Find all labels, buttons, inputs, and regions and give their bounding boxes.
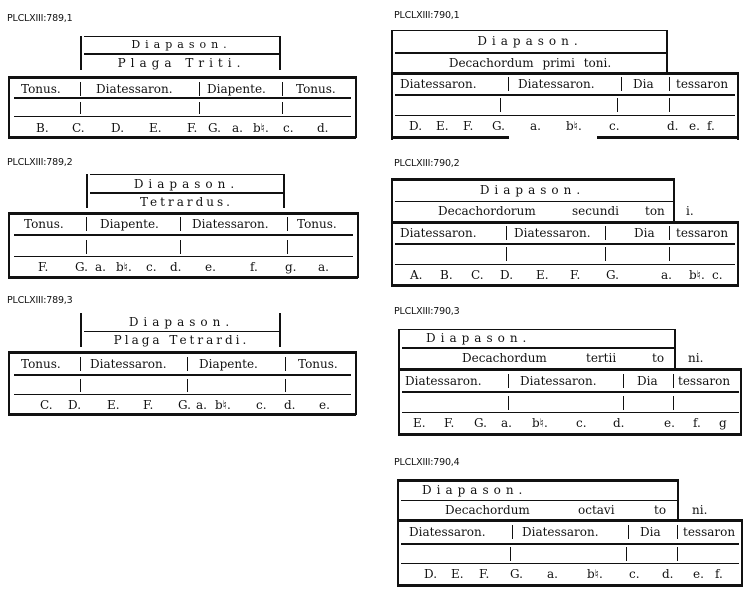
subtitle-tail: i. xyxy=(686,204,694,218)
interval-label: Diatessaron. xyxy=(405,374,482,388)
note: E. xyxy=(149,121,162,135)
interval-label: tessaron xyxy=(676,226,729,240)
rule xyxy=(395,94,735,96)
note: F. xyxy=(187,121,198,135)
divider xyxy=(508,374,509,388)
note: f. xyxy=(693,416,701,430)
note: c. xyxy=(712,268,723,282)
divider xyxy=(605,226,606,240)
frame-line xyxy=(398,329,400,435)
note: b♮. xyxy=(566,119,582,133)
diagram-label: PLCLXIII:790,2 xyxy=(394,158,460,169)
note: b♮. xyxy=(215,398,231,412)
interval-label: Diatessaron. xyxy=(522,525,599,539)
note: G. xyxy=(75,260,88,274)
note: E. xyxy=(451,567,464,581)
divider xyxy=(86,240,87,254)
rule xyxy=(14,374,351,376)
note: g. xyxy=(285,260,297,274)
note: e. xyxy=(689,119,700,133)
subtitle: Tetrardus. xyxy=(139,195,233,209)
rule xyxy=(391,221,739,224)
rule xyxy=(397,479,678,482)
note: b♮. xyxy=(689,268,705,282)
interval-label: Diatessaron. xyxy=(90,357,167,371)
rule xyxy=(8,212,358,215)
frame-line xyxy=(737,221,739,286)
diapason-title: Diapason. xyxy=(477,34,583,48)
divider xyxy=(673,374,674,388)
rule xyxy=(391,178,674,181)
rule xyxy=(395,115,735,116)
note: f. xyxy=(250,260,258,274)
interval-label: tessaron xyxy=(678,374,731,388)
diagram-label: PLCLXIII:790,4 xyxy=(394,457,460,468)
divider xyxy=(287,240,288,254)
note: c. xyxy=(576,416,587,430)
diapason-title: Diapason. xyxy=(422,483,528,497)
note: D. xyxy=(111,121,125,135)
divider xyxy=(623,374,624,388)
divider xyxy=(187,357,188,371)
divider xyxy=(180,240,181,254)
note: c. xyxy=(256,398,267,412)
divider xyxy=(187,379,188,392)
rule xyxy=(398,368,742,371)
diapason-title: Diapason. xyxy=(133,177,240,191)
divider xyxy=(673,396,674,410)
frame-line xyxy=(8,212,10,278)
divider xyxy=(669,98,670,112)
subtitle-part: Decachordum xyxy=(462,351,547,365)
interval-label: Tonus. xyxy=(296,82,336,96)
divider xyxy=(80,379,81,392)
diagram-label: PLCLXIII:790,3 xyxy=(394,306,460,317)
subtitle: Plaga Triti. xyxy=(117,56,246,70)
interval-label: Tonus. xyxy=(24,217,64,231)
divider xyxy=(510,547,511,561)
subtitle-part: Decachordorum xyxy=(438,204,536,218)
rule xyxy=(14,394,351,395)
rule xyxy=(398,329,674,330)
interval-label: Diatessaron. xyxy=(400,226,477,240)
note: a. xyxy=(501,416,512,430)
interval-label: Diatessaron. xyxy=(192,217,269,231)
note: d. xyxy=(667,119,679,133)
rule xyxy=(397,584,743,587)
interval-label: Dia xyxy=(633,77,654,91)
note: e. xyxy=(693,567,704,581)
note: d. xyxy=(317,121,329,135)
rule xyxy=(402,391,739,393)
frame-line xyxy=(355,76,357,138)
frame-line xyxy=(357,212,359,278)
note: b♮. xyxy=(116,260,132,274)
rule xyxy=(14,116,351,117)
divider xyxy=(80,82,81,96)
divider xyxy=(180,217,181,231)
subtitle: Decachordum primi toni. xyxy=(448,56,612,70)
note: D. xyxy=(409,119,423,133)
note: E. xyxy=(413,416,426,430)
divider xyxy=(287,217,288,231)
note: a. xyxy=(232,121,243,135)
note: D. xyxy=(68,398,82,412)
rule xyxy=(401,543,739,545)
rule xyxy=(8,76,356,79)
divider xyxy=(669,247,670,261)
rule xyxy=(8,413,356,416)
divider xyxy=(500,98,501,112)
note: F. xyxy=(143,398,154,412)
diapason-title: Diapason. xyxy=(128,315,235,329)
subtitle-part: tertii xyxy=(586,351,617,365)
rule xyxy=(391,30,666,31)
rule xyxy=(84,53,279,55)
bracket-line xyxy=(279,36,281,70)
divider xyxy=(199,102,200,114)
note: C. xyxy=(471,268,484,282)
rule xyxy=(395,201,673,202)
interval-label: Tonus. xyxy=(21,82,61,96)
note: a. xyxy=(530,119,541,133)
note: D. xyxy=(500,268,514,282)
divider xyxy=(508,396,509,410)
frame-line xyxy=(355,351,357,415)
note: C. xyxy=(72,121,85,135)
subtitle-tail: ni. xyxy=(688,351,704,365)
divider xyxy=(605,247,606,261)
subtitle: Plaga Tetrardi. xyxy=(113,333,250,347)
note: c. xyxy=(146,260,157,274)
note: B. xyxy=(440,268,453,282)
rule xyxy=(597,136,739,139)
divider xyxy=(628,525,629,539)
note: F. xyxy=(38,260,49,274)
rule xyxy=(8,276,358,279)
note: G. xyxy=(474,416,487,430)
rule xyxy=(90,192,283,194)
interval-label: Dia xyxy=(634,226,655,240)
interval-label: Tonus. xyxy=(298,357,338,371)
rule xyxy=(401,500,677,501)
interval-label: Diapente. xyxy=(207,82,266,96)
note: d. xyxy=(284,398,296,412)
interval-label: Dia xyxy=(640,525,661,539)
note: a. xyxy=(547,567,558,581)
note: d. xyxy=(170,260,182,274)
bracket-line xyxy=(86,174,88,208)
divider xyxy=(626,547,627,561)
note: E. xyxy=(107,398,120,412)
divider xyxy=(199,82,200,96)
interval-label: tessaron xyxy=(683,525,736,539)
note: f. xyxy=(707,119,715,133)
note: A. xyxy=(410,268,423,282)
divider xyxy=(669,226,670,240)
subtitle-part: Decachordum xyxy=(445,503,530,517)
note: d. xyxy=(613,416,625,430)
divider xyxy=(285,357,286,371)
frame-line xyxy=(741,519,743,586)
rule xyxy=(14,97,351,99)
rule xyxy=(391,72,739,75)
note: a. xyxy=(318,260,329,274)
note: B. xyxy=(36,121,49,135)
note: e. xyxy=(664,416,675,430)
diagram-label: PLCLXIII:789,3 xyxy=(7,295,73,306)
divider xyxy=(282,82,283,96)
divider xyxy=(506,247,507,261)
bracket-line xyxy=(283,174,285,208)
note: E. xyxy=(436,119,449,133)
note: G. xyxy=(492,119,505,133)
note: a. xyxy=(196,398,207,412)
interval-label: Diapente. xyxy=(100,217,159,231)
divider xyxy=(669,77,670,91)
frame-line xyxy=(391,178,393,286)
frame-line xyxy=(740,368,742,435)
rule xyxy=(391,284,739,287)
note: F. xyxy=(570,268,581,282)
note: G. xyxy=(178,398,191,412)
divider xyxy=(508,77,509,91)
note: F. xyxy=(444,416,455,430)
note: C. xyxy=(40,398,53,412)
rule xyxy=(398,433,742,436)
rule xyxy=(402,347,674,349)
divider xyxy=(285,379,286,392)
note: G. xyxy=(606,268,619,282)
rule xyxy=(401,563,739,564)
subtitle-part: ton xyxy=(645,204,665,218)
divider xyxy=(677,525,678,539)
rule xyxy=(14,256,353,257)
note: a. xyxy=(95,260,106,274)
note: a. xyxy=(661,268,672,282)
subtitle-part: to xyxy=(654,503,667,517)
note: F. xyxy=(479,567,490,581)
subtitle-tail: ni. xyxy=(692,503,708,517)
interval-label: Tonus. xyxy=(297,217,337,231)
diapason-title: Diapason. xyxy=(426,331,532,345)
interval-label: Diatessaron. xyxy=(96,82,173,96)
frame-line xyxy=(397,479,399,586)
divider xyxy=(677,547,678,561)
diapason-title: Diapason. xyxy=(479,183,586,197)
frame-line xyxy=(391,30,393,140)
divider xyxy=(282,102,283,114)
rule xyxy=(397,519,743,522)
interval-label: tessaron xyxy=(676,77,729,91)
note: f. xyxy=(715,567,723,581)
frame-line xyxy=(674,329,676,369)
note: c. xyxy=(609,119,620,133)
frame-line xyxy=(666,30,668,74)
divider xyxy=(80,357,81,371)
subtitle-part: octavi xyxy=(578,503,615,517)
diagram-label: PLCLXIII:790,1 xyxy=(394,10,460,21)
note: D. xyxy=(424,567,438,581)
rule xyxy=(84,36,279,37)
note: d. xyxy=(662,567,674,581)
diagram-label: PLCLXIII:789,1 xyxy=(7,13,73,24)
rule xyxy=(402,412,739,413)
divider xyxy=(80,102,81,114)
interval-label: Diatessaron. xyxy=(520,374,597,388)
interval-label: Diatessaron. xyxy=(400,77,477,91)
interval-label: Diatessaron. xyxy=(518,77,595,91)
divider xyxy=(621,77,622,91)
frame-line xyxy=(8,76,10,138)
divider xyxy=(512,525,513,539)
interval-label: Diatessaron. xyxy=(514,226,591,240)
interval-label: Tonus. xyxy=(21,357,61,371)
note: b♮. xyxy=(253,121,269,135)
subtitle-part: to xyxy=(652,351,665,365)
note: F. xyxy=(463,119,474,133)
diapason-title: Diapason. xyxy=(131,38,232,51)
note: c. xyxy=(283,121,294,135)
bracket-line xyxy=(80,36,82,70)
note: G. xyxy=(208,121,221,135)
frame-line xyxy=(673,178,675,222)
bracket-line xyxy=(80,313,82,347)
subtitle-part: secundi xyxy=(572,204,619,218)
divider xyxy=(86,217,87,231)
rule xyxy=(84,331,279,332)
note: G. xyxy=(510,567,523,581)
note: e. xyxy=(319,398,330,412)
divider xyxy=(506,226,507,240)
diagram-label: PLCLXIII:789,2 xyxy=(7,157,73,168)
rule xyxy=(395,52,666,54)
frame-line xyxy=(8,351,10,415)
note: e. xyxy=(205,260,216,274)
note: c. xyxy=(629,567,640,581)
rule xyxy=(391,136,509,139)
rule xyxy=(395,243,735,245)
note: E. xyxy=(536,268,549,282)
note: b♮. xyxy=(587,567,603,581)
note: g xyxy=(719,416,727,430)
interval-label: Diatessaron. xyxy=(409,525,486,539)
note: b♮. xyxy=(532,416,548,430)
frame-line xyxy=(677,479,679,521)
rule xyxy=(8,351,356,354)
rule xyxy=(8,136,356,139)
rule xyxy=(90,174,283,175)
divider xyxy=(617,98,618,112)
interval-label: Diapente. xyxy=(199,357,258,371)
bracket-line xyxy=(279,313,281,347)
rule xyxy=(14,234,353,236)
frame-line xyxy=(737,72,739,140)
interval-label: Dia xyxy=(637,374,658,388)
divider xyxy=(623,396,624,410)
rule xyxy=(395,264,735,265)
